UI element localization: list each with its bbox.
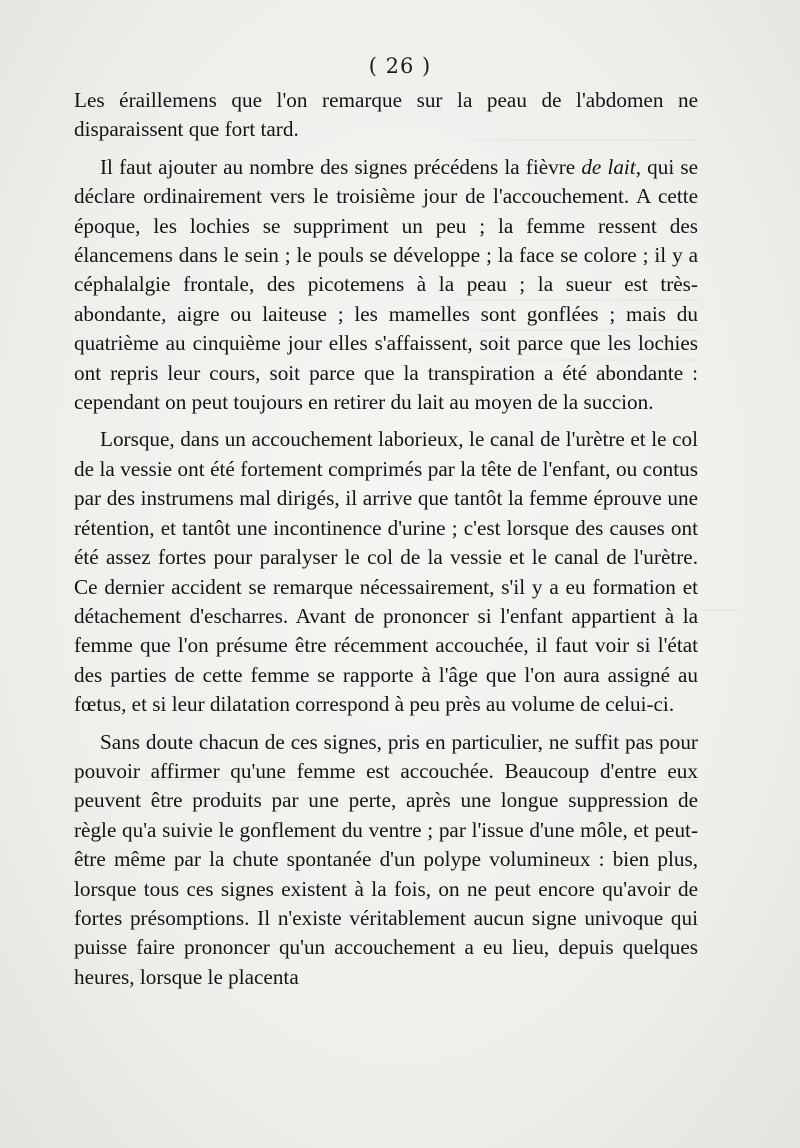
body-text	[74, 86, 698, 992]
page-number: ( 26 )	[368, 54, 432, 78]
paragraph-2-emphasis: de lait	[581, 154, 636, 179]
paragraph-2-rest: , qui se déclare ordinairement vers le troisième jour de l'accouchement. A cette époque, les lochies se suppriment un peu ; la femme ressent des élancemens dans le sein ; le pouls se développe ; la face se colore ; il y a céphalalgie frontale, des picotemens à la peau ; la sueur est très-abondante, aigre ou laiteuse ; les mamelles sont gonflées ; mais du quatrième au cinquième jour elles s'affaissent, soit parce que les lochies ont repris leur cours, soit parce que la transpiration a été abondante : cependant on peut toujours en retirer du lait au moyen de la succion.	[74, 154, 698, 415]
paragraph-2-lead: Il faut ajouter au nombre des signes précédens la fièvre	[100, 154, 582, 179]
paragraph-3: Lorsque, dans un accouchement laborieux, le canal de l'urètre et le col de la vessie ont été fortement comprimés par la tête de l'enfant, ou contus par des instrumens mal dirigés, il arrive que tantôt la femme éprouve une rétention, et tantôt une incontinence d'urine ; c'est lorsque des causes ont été assez fortes pour paralyser le col de la vessie et le canal de l'urètre. Ce dernier accident se remarque nécessairement, s'il y a eu formation et détachement d'escharres. Avant de prononcer si l'enfant appartient à la femme que l'on présume être récemment accouchée, il faut voir si l'état des parties de cette femme se rapporte à l'âge que l'on aura assigné au fœtus, et si leur dilatation correspond à peu près au volume de celui-ci.	[74, 427, 698, 717]
paragraph-2	[74, 153, 698, 418]
paragraph-4: Sans doute chacun de ces signes, pris en particulier, ne suffit pas pour pouvoir affirmer qu'une femme est accouchée. Beaucoup d'entre eux peuvent être produits par une perte, après une longue suppression de règle qu'a suivie le gonflement du ventre ; par l'issue d'une môle, et peut-être même par la chute spontanée d'un polype volumineux : bien plus, lorsque tous ces signes existent à la fois, on ne peut encore qu'avoir de fortes présomptions. Il n'existe véritablement aucun signe univoque qui puisse faire prononcer qu'un accouchement a eu lieu, depuis quelques heures, lorsque le placenta	[74, 729, 698, 989]
paragraph-1: Les éraillemens que l'on remarque sur la peau de l'abdomen ne disparaissent que fort tard.	[74, 88, 698, 142]
